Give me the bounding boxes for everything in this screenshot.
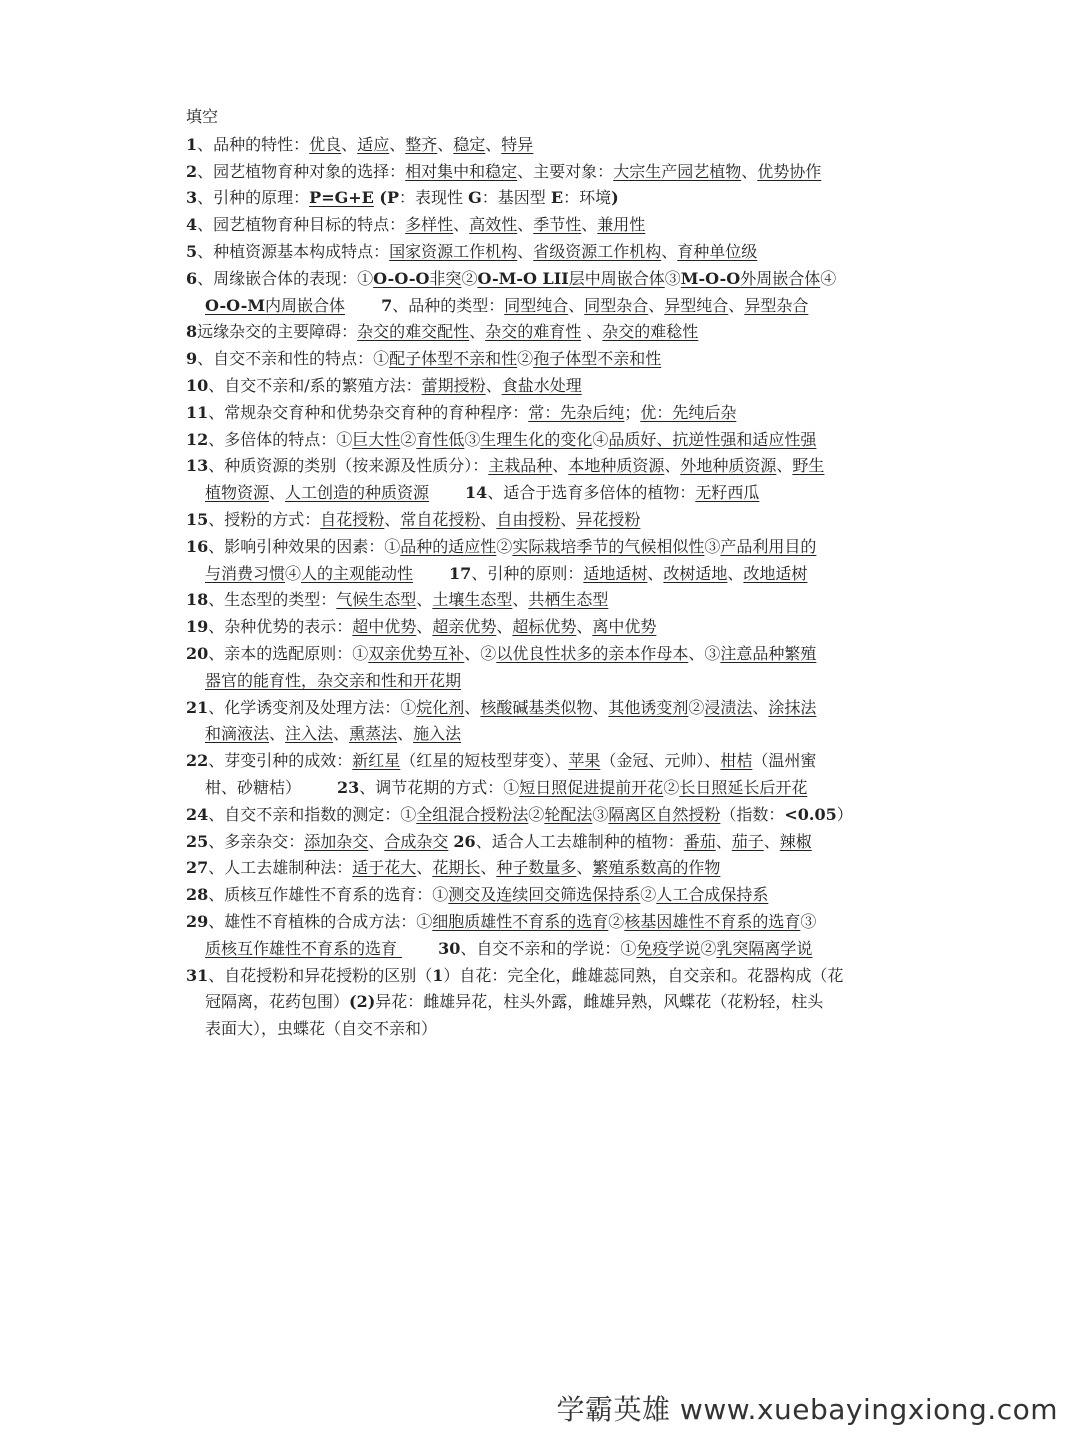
answer-text: 隔离区自然授粉 [608,804,721,824]
answer-text: 稳定 [453,134,486,154]
question-text: 、 [416,617,433,637]
question-text: 、 [269,483,286,503]
question-text: 、 [512,590,529,610]
list-item [186,855,898,882]
question-text: 、质核互作雄性不育系的选育：① [208,885,449,905]
question-text: 、 [568,295,585,315]
answer-text: 杂交的难稔性 [602,322,699,342]
question-text: 、③ [688,643,721,663]
answer-text: 品质好、抗逆性强和适应性强 [608,429,817,449]
answer-text: 国家资源工作机构 [389,241,518,261]
bold-text: G [468,188,482,208]
item-number: 13 [186,456,209,476]
answer-text: 浸渍法 [704,697,753,717]
answer-text: 全组混合授粉法 [416,804,529,824]
answer-text: 双亲优势互补 [368,643,465,663]
answer-text: 和滴液法 [205,724,270,744]
answer-text: 适应 [357,134,390,154]
question-text: ② [700,938,717,958]
answer-text: 乳突隔离学说 [716,938,813,958]
item-number: 5 [186,241,198,261]
question-text: 、适合于选育多倍体的植物： [487,483,696,503]
question-text: 、 [416,590,433,610]
question-text: 、品种的特性： [197,134,310,154]
question-text: 、 [576,858,593,878]
item-number: 10 [186,375,209,395]
answer-text: 适于花大 [352,858,417,878]
list-item [186,1016,898,1043]
list-item [186,587,898,614]
question-text: ③ [704,536,721,556]
answer-text: 育种单位级 [677,241,758,261]
question-text: 、种质资源的类别（按来源及性质分）： [208,456,489,476]
answer-text: 辣椒 [779,831,812,851]
bold-text: 30 [438,938,461,958]
question-text: 、 [581,215,598,235]
list-item [186,936,898,963]
question-text: ② [608,911,625,931]
item-number: 29 [186,911,209,931]
answer-text: 超标优势 [512,617,577,637]
answer-text: 离中优势 [592,617,657,637]
question-text: 、 [592,697,609,717]
answer-text: 轮配法 [544,804,593,824]
answer-text: 免疫学说 [636,938,701,958]
page-title: 填空 [186,107,219,126]
list-item [186,480,898,507]
list-item [186,668,898,695]
question-text: 、 [552,456,569,476]
question-text: ） [836,804,853,824]
answer-text: 繁殖系数高的作物 [592,858,721,878]
question-text: 、② [464,643,497,663]
question-text: 、常规杂交育种和优势杂交育种的育种程序： [208,402,529,422]
answer-text: 配子体型不亲和性 [389,349,518,369]
question-text: 、芽变引种的成效： [208,751,353,771]
question-text: ② [461,268,478,288]
answer-text: 短日照促进提前开花 [519,777,664,797]
list-item [186,641,898,668]
list-item [186,319,898,346]
question-text: 、 [269,724,286,744]
answer-text: P=G+E [309,188,374,208]
item-number: 11 [186,402,209,422]
answer-text: 同型杂合 [584,295,649,315]
bold-text: E [550,188,564,208]
question-text: 、 [715,831,732,851]
answer-text: 熏蒸法 [349,724,398,744]
answer-text: 非突 [429,268,462,288]
answer-text: 细胞质雄性不育系的选育 [432,911,609,931]
question-text: 、 [469,322,486,342]
answer-text: 柑桔 [720,751,753,771]
answer-text: 外周嵌合体 [740,268,821,288]
question-text: 、 [333,724,350,744]
answer-text: 杂交的难育性 [485,322,582,342]
list-item [186,453,898,480]
question-text: 、适合人工去雄制种的植物： [475,831,684,851]
question-text: 冠隔离，花药包围） [205,992,350,1012]
answer-text: 改地适树 [743,563,808,583]
answer-text: 异花授粉 [576,509,641,529]
question-text: ② [640,885,657,905]
document-body [186,104,898,1043]
list-item [186,239,898,266]
answer-text: 育性低 [416,429,465,449]
question-text: 、种植资源基本构成特点： [197,241,390,261]
list-item [186,748,898,775]
question-text: 、 [397,724,414,744]
list-item [186,775,898,802]
question-text: 、 [727,563,744,583]
item-number: 9 [186,349,198,369]
question-text: （指数： [720,804,785,824]
question-text: ：基因型 [481,188,551,208]
list-item [186,534,898,561]
question-text: 、 [517,215,534,235]
question-text: 、 [480,509,497,529]
question-text: 、自交不亲和指数的测定：① [208,804,417,824]
answer-text: 层中周嵌合体 [568,268,665,288]
question-text: 、雄性不育植株的合成方法：① [208,911,433,931]
answer-text: 异型杂合 [744,295,809,315]
question-text: 、杂种优势的表示： [208,617,353,637]
question-text: 异花：雌雄异花，柱头外露，雌雄异熟，风蝶花（花粉轻，柱头 [375,992,824,1012]
item-number: 8 [186,322,198,342]
question-text: 、周缘嵌合体的表现：① [197,268,374,288]
question-text: ④ [285,563,302,583]
list-item [186,802,898,829]
question-text: 柑、砂糖桔） [205,777,302,797]
question-text: 、自交不亲和/系的繁殖方法： [208,375,422,395]
question-text: 、 [437,134,454,154]
bold-text: 7 [381,295,393,315]
answer-text: 烷化剂 [416,697,465,717]
list-item [186,829,898,856]
item-number: 4 [186,215,198,235]
question-text: 、 [480,858,497,878]
answer-text: 杂交的难交配性 [357,322,470,342]
question-text: 、引种的原则： [471,563,584,583]
question-text: （温州蜜 [752,751,817,771]
question-text: 、 [416,858,433,878]
answer-text: 人工创造的种质资源 [285,483,430,503]
answer-text: 大宗生产园艺植物 [613,161,742,181]
answer-text: 野生 [792,456,825,476]
question-text: 、 [647,563,664,583]
answer-text: 常：先杂后纯 [528,402,625,422]
answer-text: 优良 [309,134,342,154]
question-text: ； [624,402,641,422]
answer-text: 超亲优势 [432,617,497,637]
question-text: ③ [664,268,681,288]
answer-text: 孢子体型不亲和性 [533,349,662,369]
list-item [186,266,898,293]
list-item [186,373,898,400]
question-text: 、 [464,697,481,717]
answer-text: 测交及连续回交筛选保持系 [448,885,641,905]
question-text: 、 [648,295,665,315]
answer-text: M-O-O [680,268,741,288]
item-number: 25 [186,831,209,851]
answer-text: 人工合成保持系 [656,885,769,905]
answer-text: 改树适地 [663,563,728,583]
list-item [186,989,898,1016]
answer-text: 外地种质资源 [680,456,777,476]
answer-text: 花期长 [432,858,481,878]
answer-text: 核基因雄性不育系的选育 [624,911,801,931]
item-number: 20 [186,643,209,663]
answer-text: 产品利用目的 [720,536,817,556]
item-number: 15 [186,509,209,529]
answer-text: 内周嵌合体 [265,295,346,315]
item-number: 3 [186,188,198,208]
answer-text: 生理生化的变化 [480,429,593,449]
list-item [186,212,898,239]
question-text: 、 [661,241,678,261]
question-text: 、园艺植物育种对象的选择： [197,161,406,181]
question-text: 、自花授粉和异花授粉的区别（ [208,965,433,985]
question-text: 、 [485,375,502,395]
question-text: 、多倍体的特点：① [208,429,353,449]
question-text: 、 [389,134,406,154]
list-item [186,695,898,722]
bold-text: (2) [349,992,376,1012]
answer-text: 超中优势 [352,617,417,637]
question-text: 远缘杂交的主要障碍： [197,322,358,342]
list-item [186,159,898,186]
answer-text: 质核互作雄性不育系的选育 [205,938,403,958]
item-number: 28 [186,885,209,905]
answer-text: 自由授粉 [496,509,561,529]
question-text: 、生态型的类型： [208,590,337,610]
question-text: 、 [576,617,593,637]
answer-text: 特异 [501,134,534,154]
question-text: ④ [592,429,609,449]
question-text: 、人工去雄制种法： [208,858,353,878]
question-text: ：环境 [563,188,612,208]
question-text: 、化学诱变剂及处理方法：① [208,697,417,717]
answer-text: 无籽西瓜 [695,483,760,503]
question-text: 、 [517,241,534,261]
answer-text: 以优良性状多的亲本作母本 [496,643,689,663]
question-text: 、 [368,831,385,851]
answer-text: 共栖生态型 [528,590,609,610]
answer-text: 植物资源 [205,483,270,503]
question-text: 、主要对象： [517,161,614,181]
answer-text: O-O-M [205,295,266,315]
answer-text: 注意品种繁殖 [720,643,817,663]
item-list [186,132,898,1043]
question-text: 、授粉的方式： [208,509,321,529]
list-item [186,132,898,159]
question-text: 、 [341,134,358,154]
answer-text: 与消费习惯 [205,563,286,583]
question-text: （金冠、元帅）、 [600,751,721,771]
answer-text: 注入法 [285,724,334,744]
question-text: 、 [728,295,745,315]
bold-text: 14 [465,483,488,503]
answer-text: 省级资源工作机构 [533,241,662,261]
question-text: ③ [592,804,609,824]
answer-text: 同型纯合 [504,295,569,315]
answer-text: 相对集中和稳定 [405,161,518,181]
item-number: 24 [186,804,209,824]
answer-text: 种子数量多 [496,858,577,878]
bold-text: (P [373,188,400,208]
question-text: 、引种的原理： [197,188,310,208]
question-text: 、品种的类型： [392,295,505,315]
question-text: 、园艺植物育种目标的特点： [197,215,406,235]
list-item [186,614,898,641]
item-number: 6 [186,268,198,288]
answer-text: 核酸碱基类似物 [480,697,593,717]
answer-text: 施入法 [413,724,462,744]
list-item [186,427,898,454]
answer-text: 食盐水处理 [501,375,582,395]
item-number: 27 [186,858,209,878]
question-text: 、 [752,697,769,717]
question-text: ④ [820,268,837,288]
question-text: 表面大），虫蝶花（自交不亲和） [205,1019,438,1039]
question-text: 、 [560,509,577,529]
answer-text: 合成杂交 [384,831,449,851]
question-text: 、多亲杂交： [208,831,305,851]
item-number: 21 [186,697,209,717]
question-text: ② [663,777,680,797]
question-text: ③ [464,429,481,449]
answer-text: 品种的适应性 [400,536,497,556]
list-item [186,882,898,909]
bold-text: 23 [337,777,360,797]
answer-text: 新红星 [352,751,401,771]
item-number: 22 [186,751,209,771]
answer-text: 茄子 [731,831,764,851]
answer-text: 其他诱变剂 [608,697,689,717]
watermark-footer: 学霸英雄 www.xuebayingxiong.com [556,1393,1058,1426]
answer-text: 优：先纯后杂 [640,402,737,422]
question-text: 、 [741,161,758,181]
list-item [186,909,898,936]
item-number: 19 [186,617,209,637]
question-text: 、调节花期的方式：① [359,777,520,797]
answer-text: 自花授粉 [320,509,385,529]
question-text: ② [496,536,513,556]
answer-text: 添加杂交 [304,831,369,851]
list-item [186,346,898,373]
bold-text: 17 [449,563,472,583]
answer-text: 主栽品种 [488,456,553,476]
answer-text: 优势协作 [757,161,822,181]
question-text: 、 [664,456,681,476]
question-text: 、自交不亲和性的特点：① [197,349,390,369]
list-item [186,963,898,990]
answer-text: 气候生态型 [336,590,417,610]
question-text: 、 [581,322,603,342]
item-number: 31 [186,965,209,985]
question-text: ② [528,804,545,824]
answer-text: 高效性 [469,215,518,235]
question-text: ）自花：完全化，雌雄蕊同熟，自交亲和。花器构成（花 [443,965,844,985]
question-text: 、 [763,831,780,851]
item-number: 18 [186,590,209,610]
answer-text: 涂抹法 [768,697,817,717]
question-text: 、 [485,134,502,154]
question-text: ② [517,349,534,369]
answer-text: 番茄 [683,831,716,851]
question-text: ② [400,429,417,449]
question-text: 、亲本的选配原则：① [208,643,369,663]
answer-text: 兼用性 [597,215,646,235]
question-text: 、影响引种效果的因素：① [208,536,401,556]
item-number: 16 [186,536,209,556]
answer-text: 异型纯合 [664,295,729,315]
list-item [186,185,898,212]
question-text: ③ [800,911,817,931]
bold-text: <0.05 [784,804,837,824]
answer-text: O-O-O [373,268,430,288]
item-number: 2 [186,161,198,181]
list-item [186,507,898,534]
answer-text: 本地种质资源 [568,456,665,476]
list-item [186,721,898,748]
question-text: 、 [496,617,513,637]
answer-text: 长日照延长后开花 [679,777,808,797]
list-item [186,561,898,588]
answer-text: 人的主观能动性 [301,563,414,583]
answer-text: 土壤生态型 [432,590,513,610]
list-item [186,400,898,427]
answer-text: 巨大性 [352,429,401,449]
answer-text: 适地适树 [583,563,648,583]
answer-text: 季节性 [533,215,582,235]
answer-text: 整齐 [405,134,438,154]
answer-text: 常自花授粉 [400,509,481,529]
item-number: 1 [186,134,198,154]
bold-text: 1 [432,965,444,985]
answer-text: 苹果 [568,751,601,771]
bold-text: ) [611,188,619,208]
question-text: （红星的短枝型芽变）、 [400,751,569,771]
question-text: 、 [384,509,401,529]
list-item [186,293,898,320]
answer-text: 蕾期授粉 [421,375,486,395]
answer-text: 器官的能育性，杂交亲和性和开花期 [205,670,462,690]
answer-text: 多样性 [405,215,454,235]
question-text: ② [688,697,705,717]
question-text: 、 [453,215,470,235]
question-text: 、 [776,456,793,476]
question-text: ：表现性 [399,188,469,208]
item-number: 12 [186,429,209,449]
question-text: 、自交不亲和的学说：① [460,938,637,958]
answer-text: O-M-O LII [477,268,569,288]
bold-text: 26 [453,831,476,851]
answer-text: 实际栽培季节的气候相似性 [512,536,705,556]
